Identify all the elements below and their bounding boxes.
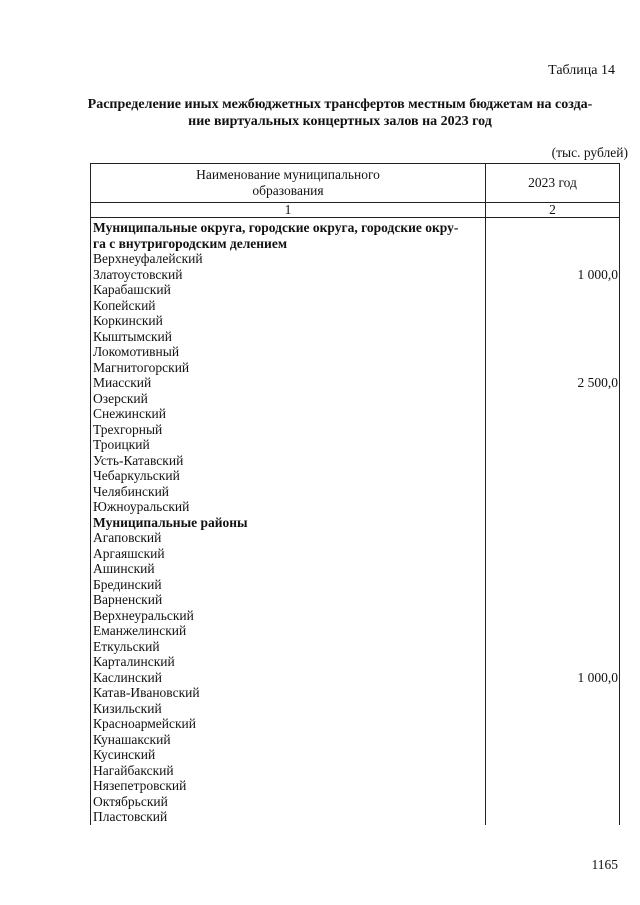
municipality-name: Кыштымский [91,329,486,345]
transfer-amount [486,685,620,701]
transfer-amount [486,592,620,608]
municipality-name: Чебаркульский [91,468,486,484]
column-header-name [91,164,486,203]
municipality-name: Верхнеуфалейский [91,251,486,267]
table-row [91,794,620,810]
transfers-table [90,163,620,825]
table-label: Таблица 14 [548,63,615,78]
transfer-amount [486,546,620,562]
transfer-amount [486,329,620,345]
table-row [91,685,620,701]
municipality-name: Карталинский [91,654,486,670]
municipality-name: Трехгорный [91,422,486,438]
transfer-amount: 1 000,0 [486,267,620,283]
table-row [91,747,620,763]
table-row [91,484,620,500]
municipality-name: Южноуральский [91,499,486,515]
municipality-name: Еманжелинский [91,623,486,639]
table-row [91,732,620,748]
transfer-amount [486,391,620,407]
section-title-line-1: Муниципальные округа, городские округа, городские окру- [93,220,459,235]
table-row [91,329,620,345]
transfer-amount [486,608,620,624]
municipality-name: Каслинский [91,670,486,686]
title-line-2: ние виртуальных концертных залов на 2023 год [188,114,492,129]
municipality-name: Челябинский [91,484,486,500]
transfer-amount [486,406,620,422]
column-number-row [91,203,620,218]
transfer-amount [486,794,620,810]
municipality-name: Агаповский [91,530,486,546]
transfer-amount [486,716,620,732]
transfer-amount [486,561,620,577]
column-header-name-line-2: образования [252,183,324,198]
table-row [91,530,620,546]
table-row [91,422,620,438]
municipality-name: Аргаяшский [91,546,486,562]
municipality-name: Снежинский [91,406,486,422]
table-row [91,344,620,360]
table-row [91,716,620,732]
municipality-name: Кизильский [91,701,486,717]
table-row [91,654,620,670]
municipality-name: Ашинский [91,561,486,577]
units-label: (тыс. рублей) [551,145,628,160]
municipality-name: Брединский [91,577,486,593]
transfer-amount [486,298,620,314]
page-number: 1165 [591,857,618,872]
municipality-name: Локомотивный [91,344,486,360]
transfer-amount [486,701,620,717]
municipality-name: Нагайбакский [91,763,486,779]
table-row [91,763,620,779]
transfer-amount [486,437,620,453]
table-row [91,267,620,283]
municipality-name: Миасский [91,375,486,391]
table-row [91,437,620,453]
transfer-amount [486,778,620,794]
table-row [91,608,620,624]
transfer-amount [486,282,620,298]
section-title-municipal-districts [91,218,486,252]
column-header-year: 2023 год [486,164,620,203]
municipality-name: Октябрьский [91,794,486,810]
transfer-amount: 1 000,0 [486,670,620,686]
municipality-name: Верхнеуральский [91,608,486,624]
transfer-amount [486,484,620,500]
section-value-empty [486,515,620,531]
transfer-amount [486,453,620,469]
transfer-amount [486,623,620,639]
municipality-name: Нязепетровский [91,778,486,794]
municipality-name: Варненский [91,592,486,608]
column-number-1: 1 [91,203,486,218]
transfer-amount [486,422,620,438]
transfer-amount [486,344,620,360]
section-value-empty [486,218,620,252]
table-row [91,282,620,298]
transfer-amount [486,530,620,546]
table-row [91,375,620,391]
municipality-name: Озерский [91,391,486,407]
table-row [91,809,620,825]
table-row [91,298,620,314]
municipality-name: Копейский [91,298,486,314]
table-row [91,577,620,593]
table-row [91,670,620,686]
column-number-2: 2 [486,203,620,218]
transfer-amount [486,732,620,748]
transfer-amount [486,654,620,670]
table-row [91,251,620,267]
municipality-name: Карабашский [91,282,486,298]
transfer-amount [486,251,620,267]
municipality-name: Троицкий [91,437,486,453]
municipality-name: Красноармейский [91,716,486,732]
transfer-amount [486,747,620,763]
table-row [91,453,620,469]
table-row [91,701,620,717]
municipality-name: Магнитогорский [91,360,486,376]
transfer-amount [486,313,620,329]
transfer-amount [486,360,620,376]
municipality-name: Златоустовский [91,267,486,283]
municipality-name: Коркинский [91,313,486,329]
municipality-name: Пластовский [91,809,486,825]
section-title-line-2: га с внутригородским делением [93,235,288,251]
table-row [91,406,620,422]
transfer-amount: 2 500,0 [486,375,620,391]
section-header-row [91,218,620,252]
section-title-municipal-regions: Муниципальные районы [91,515,486,531]
municipality-name: Кунашакский [91,732,486,748]
municipality-name: Еткульский [91,639,486,655]
section-header-row [91,515,620,531]
table-row [91,360,620,376]
transfer-amount [486,499,620,515]
transfer-amount [486,809,620,825]
municipality-name: Кусинский [91,747,486,763]
title-line-1: Распределение иных межбюджетных трансфертов местным бюджетам на созда- [87,97,593,112]
table-row [91,639,620,655]
municipality-name: Катав-Ивановский [91,685,486,701]
table-row [91,313,620,329]
transfer-amount [486,577,620,593]
table-row [91,778,620,794]
table-row [91,391,620,407]
column-header-name-line-1: Наименование муниципального [196,167,380,182]
table-row [91,468,620,484]
table-row [91,623,620,639]
document-title [60,96,620,130]
transfer-amount [486,468,620,484]
municipality-name: Усть-Катавский [91,453,486,469]
transfer-amount [486,763,620,779]
table-row [91,592,620,608]
transfer-amount [486,639,620,655]
table-row [91,499,620,515]
table-row [91,546,620,562]
table-row [91,561,620,577]
